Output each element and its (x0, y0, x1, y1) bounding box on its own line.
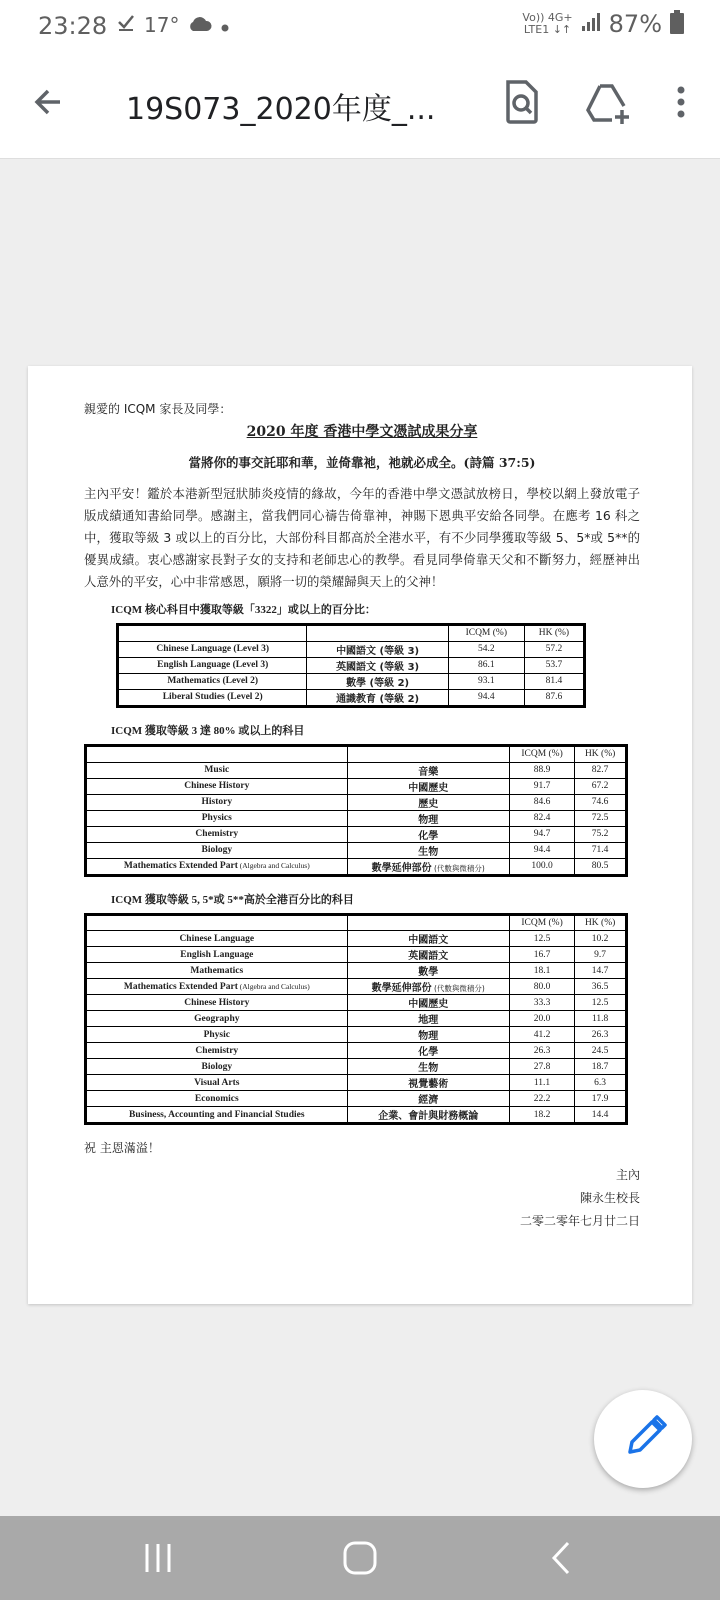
subject-english: Mathematics (Level 2) (118, 673, 307, 689)
subject-chinese: 中國語文 (等級 3) (307, 641, 448, 657)
subject-chinese: 歷史 (347, 794, 509, 810)
back-icon[interactable] (542, 1538, 582, 1578)
signature-block (84, 1164, 640, 1233)
subject-english: Geography (86, 1011, 348, 1027)
subject-english: Chinese History (86, 995, 348, 1011)
icqm-percent: 86.1 (448, 657, 524, 673)
more-vert-icon[interactable] (666, 78, 696, 126)
subject-english: Business, Accounting and Financial Studies (86, 1107, 348, 1124)
table-row (86, 1075, 627, 1091)
subject-english: Chinese History (86, 778, 348, 794)
temperature: 17° (144, 12, 180, 37)
table-header-cell (347, 914, 509, 931)
subject-chinese: 化學 (347, 1043, 509, 1059)
subject-english: Chemistry (86, 826, 348, 842)
recent-apps-icon[interactable] (138, 1538, 178, 1578)
hk-percent: 12.5 (575, 995, 627, 1011)
subject-english: Mathematics (86, 963, 348, 979)
table-row (86, 947, 627, 963)
signature-line1: 主內 (615, 1168, 640, 1183)
hk-percent: 75.2 (575, 826, 627, 842)
table-row (86, 778, 627, 794)
table-header-cell: ICQM (%) (509, 745, 574, 762)
subject-english: English Language (Level 3) (118, 657, 307, 673)
download-done-icon (116, 12, 136, 37)
signature-principal: 陳永生校長 (579, 1191, 640, 1206)
subject-chinese: 地理 (347, 1011, 509, 1027)
find-in-page-icon[interactable] (500, 78, 544, 126)
table-header-cell: ICQM (%) (448, 625, 524, 642)
table-header-row (86, 745, 627, 762)
table-header-cell (347, 745, 509, 762)
hk-percent: 14.4 (575, 1107, 627, 1124)
app-bar (0, 52, 720, 159)
subject-chinese: 經濟 (347, 1091, 509, 1107)
subject-chinese: 企業、會計與財務概論 (347, 1107, 509, 1124)
subject-chinese: 數學延伸部份 (代數與微積分) (347, 858, 509, 875)
subject-english: Music (86, 762, 348, 778)
status-time: 23:28 (38, 12, 108, 40)
table-row (86, 1107, 627, 1124)
table-header-cell (307, 625, 448, 642)
hk-percent: 67.2 (575, 778, 627, 794)
table3-title: ICQM 獲取等級 5, 5*或 5**高於全港百分比的科目 (111, 893, 354, 906)
bible-verse: 當將你的事交託耶和華，並倚靠祂，祂就必成全。(詩篇 37:5) (188, 455, 536, 470)
hk-percent: 74.6 (575, 794, 627, 810)
table-header-cell: ICQM (%) (509, 914, 574, 931)
hk-percent: 36.5 (575, 979, 627, 995)
subject-english: History (86, 794, 348, 810)
table-row (86, 963, 627, 979)
subject-english: Mathematics Extended Part (Algebra and Calculus) (86, 979, 348, 995)
subject-english: Liberal Studies (Level 2) (118, 689, 307, 706)
table-header-cell (118, 625, 307, 642)
icqm-percent: 100.0 (509, 858, 574, 875)
add-to-drive-icon[interactable] (584, 78, 634, 126)
subject-chinese: 生物 (347, 842, 509, 858)
icqm-percent: 27.8 (509, 1059, 574, 1075)
hk-percent: 87.6 (524, 689, 584, 706)
hk-percent: 72.5 (575, 810, 627, 826)
table-header-cell: HK (%) (575, 745, 627, 762)
hk-percent: 11.8 (575, 1011, 627, 1027)
subject-english: English Language (86, 947, 348, 963)
hk-percent: 14.7 (575, 963, 627, 979)
subject-chinese: 英國語文 (347, 947, 509, 963)
subject-english: Physics (86, 810, 348, 826)
subject-chinese: 數學 (347, 963, 509, 979)
hk-percent: 6.3 (575, 1075, 627, 1091)
table-row (86, 1091, 627, 1107)
subject-english: Physic (86, 1027, 348, 1043)
icqm-percent: 41.2 (509, 1027, 574, 1043)
table-header-cell: HK (%) (524, 625, 584, 642)
icqm-percent: 93.1 (448, 673, 524, 689)
system-nav-bar (0, 1516, 720, 1600)
hk-percent: 17.9 (575, 1091, 627, 1107)
table-row (86, 794, 627, 810)
table-row (86, 762, 627, 778)
edit-button[interactable] (594, 1390, 692, 1488)
battery-icon (670, 10, 684, 38)
subject-english: Biology (86, 1059, 348, 1075)
subject-english: Chinese Language (Level 3) (118, 641, 307, 657)
table-header-cell (86, 914, 348, 931)
icqm-percent: 22.2 (509, 1091, 574, 1107)
blessing: 祝 主恩滿溢！ (84, 1141, 160, 1156)
subject-chinese: 音樂 (347, 762, 509, 778)
subject-english: Chinese Language (86, 931, 348, 947)
table-row (86, 995, 627, 1011)
subject-english: Chemistry (86, 1043, 348, 1059)
signature-date: 二零二零年七月廿二日 (519, 1214, 640, 1229)
subject-chinese: 中國歷史 (347, 778, 509, 794)
icqm-percent: 88.9 (509, 762, 574, 778)
icqm-percent: 18.1 (509, 963, 574, 979)
edit-pencil-icon (594, 1390, 692, 1488)
hk-percent: 26.3 (575, 1027, 627, 1043)
table-row (86, 1059, 627, 1075)
table-row (86, 810, 627, 826)
subject-chinese: 物理 (347, 810, 509, 826)
icqm-percent: 18.2 (509, 1107, 574, 1124)
table-row (86, 858, 627, 875)
icqm-percent: 80.0 (509, 979, 574, 995)
table-row (118, 689, 585, 706)
icqm-percent: 12.5 (509, 931, 574, 947)
hk-percent: 10.2 (575, 931, 627, 947)
table-row (86, 979, 627, 995)
table-row (118, 641, 585, 657)
icqm-percent: 16.7 (509, 947, 574, 963)
subject-chinese: 中國歷史 (347, 995, 509, 1011)
notification-dot-icon (221, 13, 229, 37)
subject-chinese: 視覺藝術 (347, 1075, 509, 1091)
body-paragraph: 主內平安！鑑於本港新型冠狀肺炎疫情的緣故，今年的香港中學文憑試放榜日，學校以網上發放電子版成績通知書給同學。感謝主，當我們同心禱告倚靠神，神賜下恩典平安給各同學。在應考 16 科之中，獲取等級 3 或以上的百分比，大部份科目都高於全港水平，有不少同學獲取等級 5、5*或 5**的優異成績。衷心感謝家長對子女的支持和老師忠心的教學。看見同學倚靠天父和不斷努力，經歷神出人意外的平安，心中非常感恩，願將一切的榮耀歸與天上的父神！ (84, 486, 640, 589)
document-heading: 2020 年度 香港中學文憑試成果分享 (246, 424, 478, 440)
table-row (86, 842, 627, 858)
subject-chinese: 化學 (347, 826, 509, 842)
hk-percent: 82.7 (575, 762, 627, 778)
icqm-percent: 82.4 (509, 810, 574, 826)
icqm-percent: 26.3 (509, 1043, 574, 1059)
status-bar (0, 0, 720, 52)
table-row (86, 1043, 627, 1059)
table1-title: ICQM 核心科目中獲取等級「3322」或以上的百分比： (111, 604, 376, 616)
table-header-cell (86, 745, 348, 762)
table-row (86, 826, 627, 842)
battery-level: 87% (608, 10, 662, 38)
subject-chinese: 英國語文 (等級 3) (307, 657, 448, 673)
hk-percent: 18.7 (575, 1059, 627, 1075)
table-row (86, 1011, 627, 1027)
subject-chinese: 生物 (347, 1059, 509, 1075)
icqm-percent: 54.2 (448, 641, 524, 657)
home-icon[interactable] (340, 1538, 380, 1578)
table-header-row (118, 625, 585, 642)
hk-percent: 57.2 (524, 641, 584, 657)
subject-chinese: 數學 (等級 2) (307, 673, 448, 689)
level5-above-hk-table (84, 913, 628, 1126)
subject-english: Visual Arts (86, 1075, 348, 1091)
hk-percent: 81.4 (524, 673, 584, 689)
subject-english: Mathematics Extended Part (Algebra and Calculus) (86, 858, 348, 875)
subject-chinese: 中國語文 (347, 931, 509, 947)
core-subjects-table (116, 623, 586, 708)
icqm-percent: 20.0 (509, 1011, 574, 1027)
icqm-percent: 84.6 (509, 794, 574, 810)
icqm-percent: 91.7 (509, 778, 574, 794)
icqm-percent: 94.4 (448, 689, 524, 706)
subject-chinese: 數學延伸部份 (代數與微積分) (347, 979, 509, 995)
table-row (118, 673, 585, 689)
back-arrow-icon[interactable] (30, 82, 70, 122)
table-row (118, 657, 585, 673)
table-header-row (86, 914, 627, 931)
table-header-cell: HK (%) (575, 914, 627, 931)
table-row (86, 1027, 627, 1043)
greeting: 親愛的 ICQM 家長及同學： (84, 402, 232, 416)
network-indicator: Vo)) 4G+ LTE1 ↓↑ (522, 11, 573, 36)
document-title: 19S073_2020年度_... (126, 92, 436, 127)
subject-chinese: 物理 (347, 1027, 509, 1043)
icqm-percent: 94.4 (509, 842, 574, 858)
cloud-icon (187, 13, 213, 37)
icqm-percent: 33.3 (509, 995, 574, 1011)
hk-percent: 9.7 (575, 947, 627, 963)
signal-icon (581, 12, 601, 36)
subject-english: Economics (86, 1091, 348, 1107)
subject-chinese: 通識教育 (等級 2) (307, 689, 448, 706)
hk-percent: 24.5 (575, 1043, 627, 1059)
hk-percent: 71.4 (575, 842, 627, 858)
icqm-percent: 11.1 (509, 1075, 574, 1091)
document-page[interactable] (28, 366, 692, 1304)
subject-english: Biology (86, 842, 348, 858)
hk-percent: 80.5 (575, 858, 627, 875)
level3-80-percent-table (84, 744, 628, 877)
table2-title: ICQM 獲取等級 3 達 80% 或以上的科目 (111, 724, 305, 737)
table-row (86, 931, 627, 947)
hk-percent: 53.7 (524, 657, 584, 673)
icqm-percent: 94.7 (509, 826, 574, 842)
